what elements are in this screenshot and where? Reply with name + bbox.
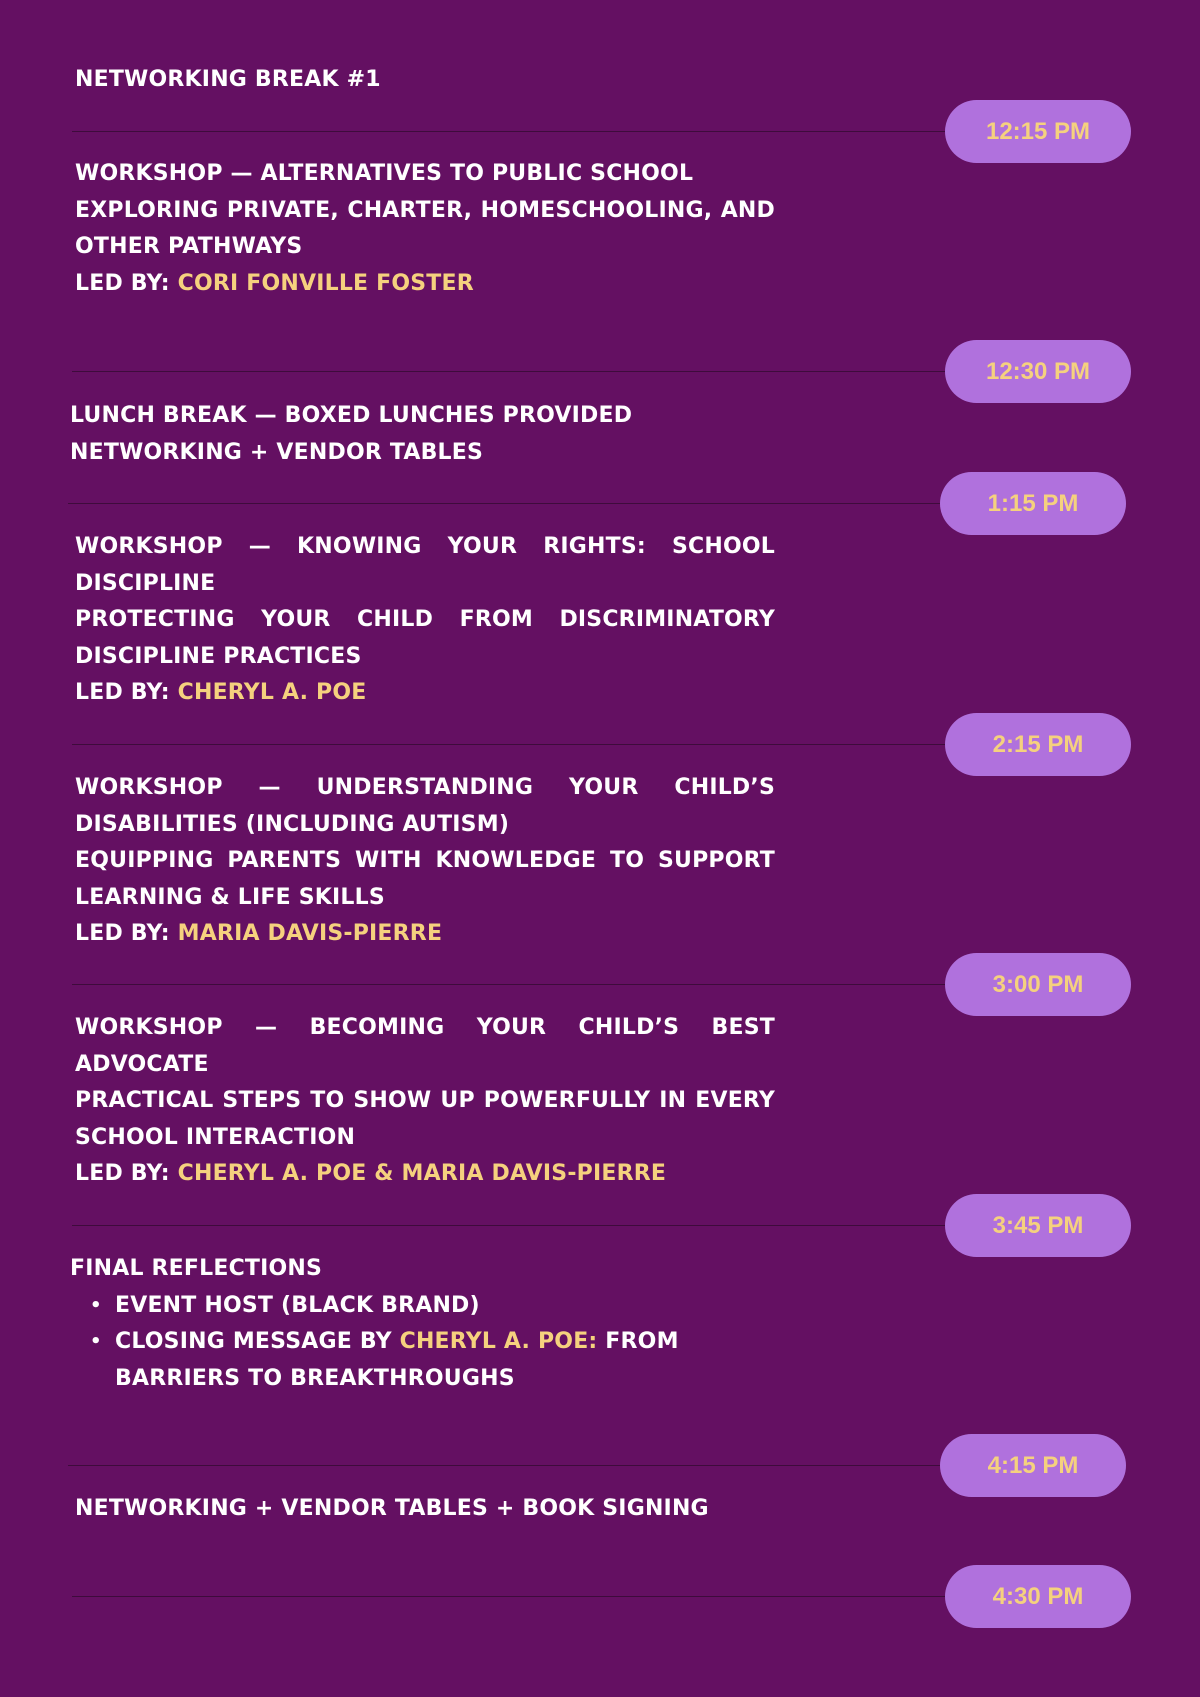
divider (72, 744, 952, 745)
bullet-item (115, 1324, 780, 1397)
section-heading: FINAL REFLECTIONS (70, 1256, 323, 1281)
leader-name: MARIA DAVIS-PIERRE (177, 921, 443, 946)
bullet-text: EVENT HOST (BLACK BRAND) (115, 1292, 480, 1318)
time-pill: 1:15 PM (940, 472, 1126, 535)
item-text: NETWORKING + VENDOR TABLES + BOOK SIGNING (75, 1496, 709, 1521)
agenda-item-final-reflections (70, 1251, 780, 1397)
leader-name: CHERYL A. POE (177, 680, 367, 705)
agenda-item-workshop-disabilities (75, 770, 775, 953)
leader-name: CHERYL A. POE & MARIA DAVIS-PIERRE (177, 1161, 667, 1186)
item-text: NETWORKING + VENDOR TABLES (70, 439, 484, 465)
workshop-subtitle: PROTECTING YOUR CHILD FROM DISCRIMINATORY DISCIPLINE PRACTICES (75, 607, 775, 669)
agenda-item-lunch-break (70, 398, 770, 471)
workshop-title: WORKSHOP — UNDERSTANDING YOUR CHILD’S DISABILITIES (INCLUDING AUTISM) (75, 775, 775, 837)
workshop-title: WORKSHOP — ALTERNATIVES TO PUBLIC SCHOOL (75, 161, 694, 186)
bullet-item (115, 1288, 780, 1325)
item-text: NETWORKING BREAK #1 (75, 67, 381, 92)
workshop-subtitle: EQUIPPING PARENTS WITH KNOWLEDGE TO SUPPORT LEARNING & LIFE SKILLS (75, 848, 775, 910)
led-by-label: LED BY: (75, 1161, 170, 1186)
leader-name: CORI FONVILLE FOSTER (177, 270, 474, 296)
divider (72, 371, 952, 372)
workshop-title: WORKSHOP — BECOMING YOUR CHILD’S BEST ADVOCATE (75, 1015, 775, 1077)
time-pill: 2:15 PM (945, 713, 1131, 776)
time-pill: 3:00 PM (945, 953, 1131, 1016)
time-pill: 4:15 PM (940, 1434, 1126, 1497)
workshop-subtitle: EXPLORING PRIVATE, CHARTER, HOMESCHOOLING, AND OTHER PATHWAYS (75, 197, 775, 259)
agenda-item-workshop-advocate (75, 1010, 775, 1193)
led-by-line (75, 1156, 775, 1193)
time-pill: 4:30 PM (945, 1565, 1131, 1628)
bullet-text: FROM BARRIERS TO BREAKTHROUGHS (115, 1329, 679, 1391)
agenda-item-workshop-rights (75, 529, 775, 712)
workshop-subtitle: PRACTICAL STEPS TO SHOW UP POWERFULLY IN EVERY SCHOOL INTERACTION (75, 1088, 775, 1150)
time-pill: 12:15 PM (945, 100, 1131, 163)
bullet-text: CLOSING MESSAGE BY (115, 1329, 392, 1354)
speaker-name: CHERYL A. POE: (399, 1329, 598, 1354)
agenda-item-workshop-alternatives (75, 156, 775, 302)
divider (68, 1465, 948, 1466)
bullet-list (70, 1288, 780, 1398)
led-by-line (75, 916, 775, 953)
time-pill: 12:30 PM (945, 340, 1131, 403)
led-by-line (75, 675, 775, 712)
workshop-title: WORKSHOP — KNOWING YOUR RIGHTS: SCHOOL DISCIPLINE (75, 534, 775, 596)
divider (72, 131, 952, 132)
led-by-line (75, 266, 775, 303)
agenda-item-networking-book-signing (75, 1491, 775, 1528)
led-by-label: LED BY: (75, 921, 170, 946)
time-pill: 3:45 PM (945, 1194, 1131, 1257)
led-by-label: LED BY: (75, 270, 170, 296)
divider (72, 984, 952, 985)
led-by-label: LED BY: (75, 680, 170, 705)
agenda-item-networking-break (75, 62, 775, 99)
divider (72, 1596, 952, 1597)
divider (72, 1225, 952, 1226)
divider (68, 503, 948, 504)
item-text: LUNCH BREAK — BOXED LUNCHES PROVIDED (70, 403, 633, 428)
